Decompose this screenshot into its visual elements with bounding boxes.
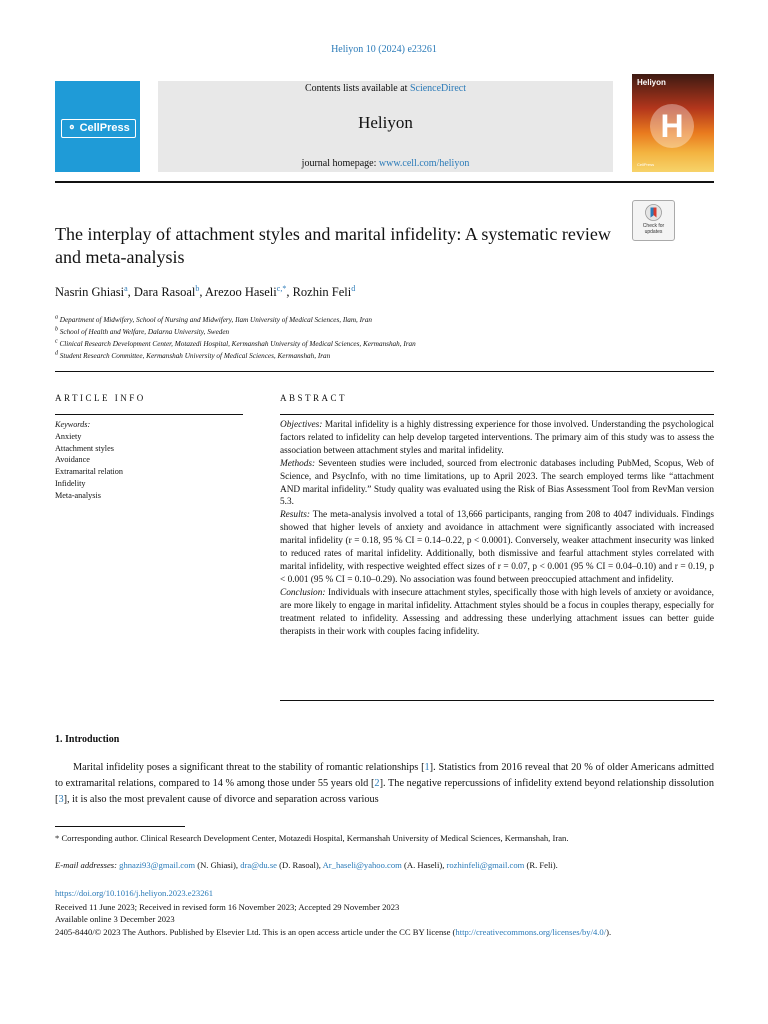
keyword-item[interactable]: Attachment styles [55,443,114,453]
available-online-date: Available online 3 December 2023 [55,914,175,924]
contents-line [158,83,613,94]
keyword-item[interactable]: Meta-analysis [55,490,101,500]
affiliation-item [55,326,695,338]
abstract-bottom-divider [280,700,714,701]
keyword-item[interactable]: Extramarital relation [55,467,123,477]
abstract-conclusion [280,587,714,639]
corresponding-author-note: * Corresponding author. Clinical Research Development Center, Motazedi Hospital, Kermanshah University of Medical Sciences, Kermanshah, Iran. [55,833,569,843]
intro-text: Marital infidelity poses a significant threat to the stability of romantic relationships [ [73,762,425,773]
affiliation-text: Department of Midwifery, School of Nursing and Midwifery, Ilam University of Medical Sciences, Ilam, Iran [59,316,373,324]
article-info-divider [55,414,243,415]
sciencedirect-link[interactable]: ScienceDirect [409,83,467,94]
license-end: ). [606,927,612,937]
author-name[interactable]: Arezoo Haseli [204,285,277,299]
affiliation-item [55,350,695,362]
contents-prefix: Contents lists available at [304,83,410,94]
keyword-item[interactable]: Infidelity [55,478,86,488]
affiliation-key: a [55,314,58,321]
article-info-heading: ARTICLE INFO [55,393,146,403]
journal-homepage-link[interactable]: www.cell.com/heliyon [378,158,470,169]
check-for-updates-badge[interactable] [632,200,675,241]
doi-link[interactable]: https://doi.org/10.1016/j.heliyon.2023.e23261 [55,888,214,898]
homepage-line [158,158,613,169]
journal-cover-image[interactable] [632,74,714,172]
abstract-section-text: Individuals with insecure attachment styles, specifically those with high levels of anxiety or avoidance, are more likely to engage in marital infidelity. Attachment styles should be a focus in couples therapy, especially for treatment related to infidelity. Assessing and addressing these underlying attachment issues can better guide therapists in their work with couples facing infidelity. [280,587,714,637]
email-link[interactable]: Ar_haseli@yahoo.com [322,860,402,870]
abstract-results [280,509,714,586]
affiliation-key: b [55,326,58,333]
cover-title: Heliyon [637,78,666,87]
citation-link[interactable]: 2 [374,778,380,789]
author-separator: , [127,285,134,299]
affiliation-item [55,338,695,350]
citation-link[interactable]: 1 [424,762,430,773]
keyword-item[interactable]: Avoidance [55,455,90,465]
affiliation-key: d [55,350,58,357]
affiliation-text: Student Research Committee, Kermanshah University of Medical Sciences, Kermanshah, Iran [59,352,331,360]
check-line-1: Check for [642,223,665,229]
check-line-2: updates [644,229,663,235]
abstract-section-text: Seventeen studies were included, sourced from electronic databases including PubMed, Scopus, Web of Science, and PsycInfo, with no time limitations, up to April 2023. The search employed terms like “attachment AND marital infidelity.” Study quality was evaluated using the Risk of Bias Assessment Tool from RevMan version 5.3. [280,458,714,508]
intro-text: ], it is also the most prevalent cause of divorce and separation across various [63,794,379,805]
introduction-heading: 1. Introduction [55,734,120,745]
author-separator: , [199,285,205,299]
intro-text: ]. Statistics from 2016 reveal that 20 % of older Americans admitted to extramarital relations, compared to 14 % among those under 55 years old [ [55,762,714,789]
author-separator: , [286,285,293,299]
abstract-section-label: Methods: [280,458,316,469]
affiliation-list [55,314,695,362]
cover-letter: H [650,104,694,148]
footnote-divider [55,826,185,827]
received-dates: Received 11 June 2023; Received in revised form 16 November 2023; Accepted 29 November 2023 [55,902,400,912]
journal-header [158,81,613,172]
publisher-logo-panel[interactable] [55,81,140,172]
check-for-updates-label [633,223,674,235]
author-list [55,285,355,300]
author-name[interactable]: Rozhin Feli [292,285,352,299]
email-owner: (D. Rasoal), [276,860,323,870]
cellpress-logo [61,119,136,138]
abstract-body [280,419,714,638]
article-title: The interplay of attachment styles and marital infidelity: A systematic review and meta-analysis [55,224,611,267]
intro-text: ]. The negative repercussions of infidelity extend beyond relationship dissolution [ [55,778,714,805]
abstract-objectives [280,419,714,458]
affiliation-text: Clinical Research Development Center, Motazedi Hospital, Kermanshah University of Medical Sciences, Kermanshah, Iran [59,340,416,348]
email-owner: (A. Haseli), [401,860,447,870]
author-name[interactable]: Dara Rasoal [133,285,196,299]
affiliation-key: c [55,338,58,345]
license-link[interactable]: http://creativecommons.org/licenses/by/4.0/ [455,927,607,937]
journal-reference-link[interactable]: Heliyon 10 (2024) e23261 [331,44,437,55]
abstract-section-text: Marital infidelity is a highly distressing experience for those involved. Understanding the psychological factors related to infidelity can help develop targeted interventions. The primary aim of this study was to assess the association between attachment styles and marital infidelity. [280,420,714,456]
author-affiliation-mark[interactable]: c,* [276,283,287,293]
abstract-section-label: Results: [280,510,310,521]
license-statement [55,926,714,938]
email-label: E-mail addresses: [55,860,117,870]
author-affiliation-mark[interactable]: d [351,283,356,293]
author-affiliation-mark[interactable]: a [124,283,128,293]
abstract-section-label: Conclusion: [280,587,326,598]
email-link[interactable]: rozhinfeli@gmail.com [446,860,525,870]
citation-link[interactable]: 3 [58,794,64,805]
header-divider [55,181,714,183]
email-owner: (N. Ghiasi), [195,860,241,870]
introduction-paragraph [55,760,714,808]
author-name[interactable]: Nasrin Ghiasi [55,285,125,299]
keywords-list [55,419,123,502]
homepage-prefix: journal homepage: [301,158,379,169]
email-owner: (R. Feli). [524,860,558,870]
abstract-heading: ABSTRACT [280,393,348,403]
email-link[interactable]: dra@du.se [240,860,277,870]
journal-name: Heliyon [358,113,413,132]
author-affiliation-mark[interactable]: b [195,283,200,293]
publisher-logo-text: CellPress [79,122,130,134]
abstract-section-text: The meta-analysis involved a total of 13,666 participants, ranging from 208 to 4047 individuals. Findings showed that higher levels of anxiety and avoidance in attachment were significantly associated with increased marital infidelity (r = 0.18, 95 % CI = 0.14–0.22, p < 0.0001). Conversely, weaker attachment insecurity was linked to reduced rates of marital infidelity. Additionally, both dismissive and fearful attachment styles correlated with marital infidelity, with respective weighted effect sizes of r = 0.07, p < 0.001 (95 % CI = 0.04–0.10) and r = 0.19, p < 0.001 (95 % CI = 0.10–0.29). No association was found between preoccupied attachment and infidelity. [280,510,714,585]
bookmark-icon [645,204,662,221]
keywords-label: Keywords: [55,420,91,429]
email-addresses [55,859,714,872]
abstract-section-label: Objectives: [280,420,323,430]
abstract-divider [280,414,714,415]
cellpress-logo-icon: ⚬ [67,122,80,134]
abstract-methods [280,458,714,510]
cover-publisher-mark: CellPress [637,162,655,167]
affiliation-item [55,314,695,326]
section-divider [55,371,714,372]
email-link[interactable]: ghnazi93@gmail.com [119,860,196,870]
keyword-item[interactable]: Anxiety [55,431,82,441]
license-text: 2405-8440/© 2023 The Authors. Published by Elsevier Ltd. This is an open access article under the CC BY license ( [55,927,456,937]
affiliation-text: School of Health and Welfare, Dalarna University, Sweden [59,328,230,336]
